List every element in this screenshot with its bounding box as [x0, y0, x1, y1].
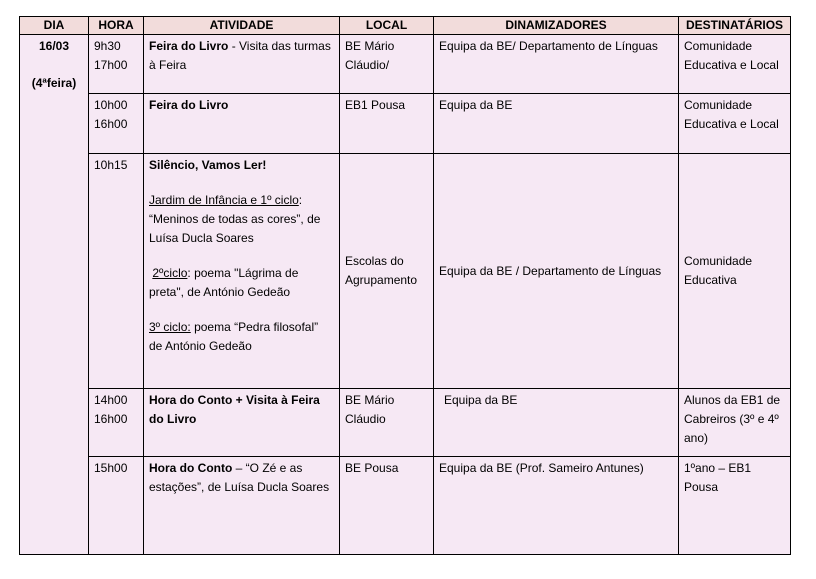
local-cell: EB1 Pousa	[340, 94, 434, 154]
table-row	[20, 154, 791, 389]
atividade-cell	[144, 94, 340, 154]
hora-cell	[89, 389, 144, 457]
block-label: 2ºciclo	[152, 266, 188, 280]
atividade-cell	[144, 154, 340, 389]
hora-start: 10h00	[94, 98, 128, 112]
table-row	[20, 35, 791, 94]
header-destinatarios: DESTINATÁRIOS	[679, 17, 791, 35]
local-cell: Escolas do Agrupamento	[340, 154, 434, 389]
atividade-title: Hora do Conto + Visita à Feira do Livro	[149, 393, 320, 426]
destinatarios-cell: 1ºano – EB1 Pousa	[679, 457, 791, 555]
block-label: 3º ciclo:	[149, 320, 191, 334]
destinatarios-cell: Comunidade Educativa e Local	[679, 94, 791, 154]
dinamizadores-cell: Equipa da BE	[434, 94, 679, 154]
block-text: poema “Pedra filosofal” de António Gedeão	[149, 320, 319, 353]
hora-end: 17h00	[94, 58, 128, 72]
atividade-block	[149, 318, 334, 356]
dinamizadores-cell: Equipa da BE	[434, 389, 679, 457]
day-date: 16/03	[38, 39, 70, 53]
block-text: poema "Lágrima de preta", de António Gedeão	[149, 266, 299, 299]
day-weekday: (4ªfeira)	[31, 76, 77, 90]
atividade-block: 2ºciclo: poema "Lágrima de preta", de António Gedeão	[149, 266, 299, 299]
atividade-block: Jardim de Infância e 1º ciclo: “Meninos de todas as cores”, de Luísa Ducla Soares	[149, 193, 321, 245]
atividade-cell	[144, 35, 340, 94]
destinatarios-cell: Comunidade Educativa e Local	[679, 35, 791, 94]
schedule-table	[19, 16, 791, 555]
block-text: “Meninos de todas as cores”, de Luísa Ducla Soares	[149, 212, 321, 245]
header-row	[20, 17, 791, 35]
atividade-title: Feira do Livro	[149, 39, 229, 53]
hora-start: 10h15	[94, 158, 128, 172]
hora-cell	[89, 35, 144, 94]
header-dia: DIA	[20, 17, 89, 35]
header-atividade: ATIVIDADE	[144, 17, 340, 35]
atividade-title: Feira do Livro	[149, 98, 229, 112]
atividade-cell	[144, 389, 340, 457]
atividade-text: - Visita das turmas à Feira	[149, 39, 331, 72]
hora-start: 15h00	[94, 461, 128, 475]
dinamizadores-cell: Equipa da BE / Departamento de Línguas	[434, 154, 679, 389]
local-cell: BE Mário Cláudio	[340, 389, 434, 457]
header-local: LOCAL	[340, 17, 434, 35]
hora-cell	[89, 154, 144, 389]
local-cell: BE Mário Cláudio/	[340, 35, 434, 94]
atividade-title: Silêncio, Vamos Ler!	[149, 158, 267, 172]
dinamizadores-cell: Equipa da BE (Prof. Sameiro Antunes)	[434, 457, 679, 555]
table-row	[20, 457, 791, 555]
hora-cell	[89, 94, 144, 154]
dinamizadores-cell: Equipa da BE/ Departamento de Línguas	[434, 35, 679, 94]
hora-end: 16h00	[94, 117, 128, 131]
atividade-cell	[144, 457, 340, 555]
atividade-text: – “O Zé e as estações”, de Luísa Ducla Soares	[149, 461, 330, 494]
atividade-title: Hora do Conto	[149, 461, 233, 475]
block-label: Jardim de Infância e 1º ciclo	[149, 193, 299, 207]
header-dinamizadores: DINAMIZADORES	[434, 17, 679, 35]
header-hora: HORA	[89, 17, 144, 35]
hora-end: 16h00	[94, 412, 128, 426]
destinatarios-cell: Alunos da EB1 de Cabreiros (3º e 4º ano)	[679, 389, 791, 457]
hora-start: 14h00	[94, 393, 128, 407]
local-cell: BE Pousa	[340, 457, 434, 555]
table-row	[20, 389, 791, 457]
table-row	[20, 94, 791, 154]
destinatarios-cell: Comunidade Educativa	[679, 154, 791, 389]
hora-cell	[89, 457, 144, 555]
hora-start: 9h30	[94, 39, 121, 53]
day-cell	[20, 35, 89, 555]
